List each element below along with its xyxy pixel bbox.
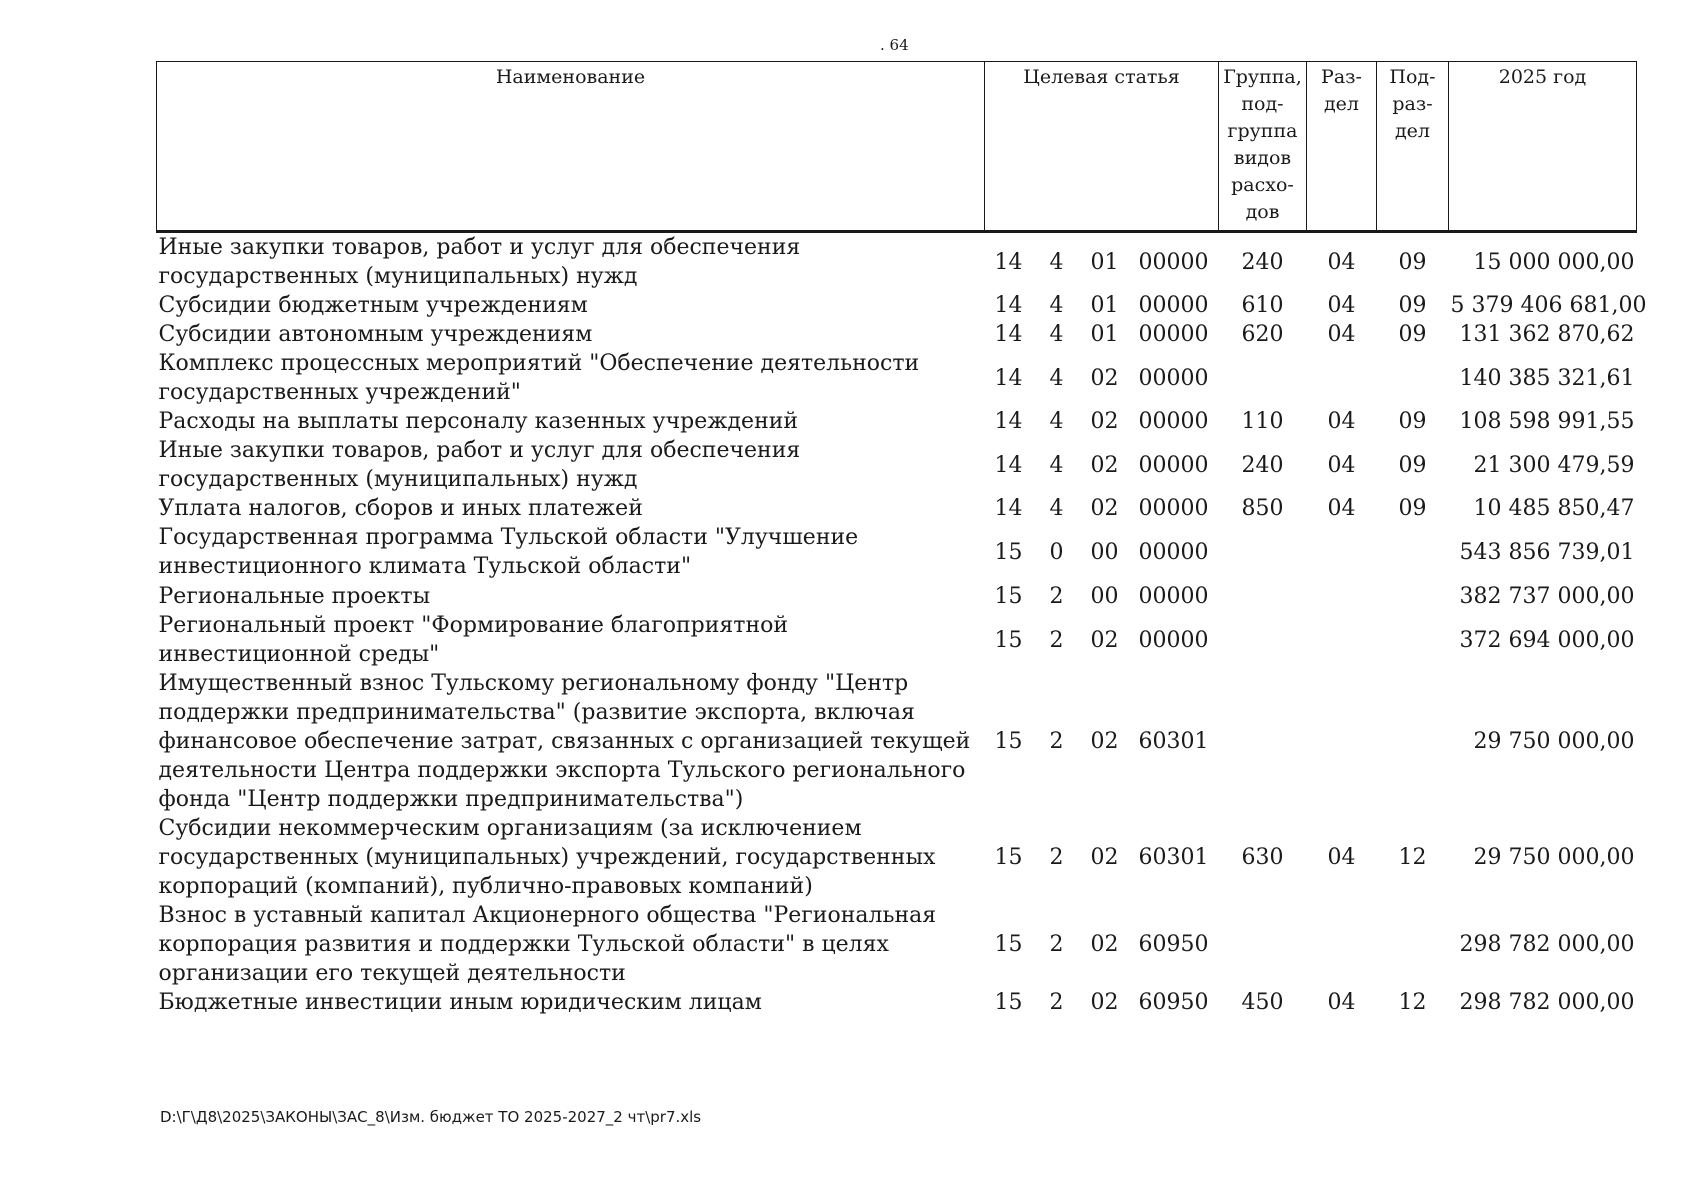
amount-2025: 543 856 739,01 — [1459, 539, 1635, 565]
amount-2025: 140 385 321,61 — [1459, 365, 1635, 391]
target-code-type: 2 — [1049, 729, 1064, 754]
expense-group: 610 — [1241, 293, 1284, 318]
target-code-type: 4 — [1049, 249, 1064, 275]
target-code-structure: 02 — [1090, 990, 1119, 1015]
expense-group: 620 — [1241, 322, 1284, 347]
target-code-type: 2 — [1049, 845, 1064, 870]
expense-group — [1219, 349, 1307, 407]
table-row — [157, 523, 1637, 581]
table-row — [157, 494, 1637, 523]
subsection-code — [1377, 901, 1449, 988]
budget-table — [156, 61, 1647, 1017]
target-code-program: 14 — [994, 293, 1023, 318]
section-code: 04 — [1327, 496, 1356, 521]
target-code-program: 14 — [994, 409, 1023, 434]
target-code-direction: 60950 — [1138, 932, 1209, 957]
amount-2025: 29 750 000,00 — [1473, 845, 1635, 870]
target-code-direction: 60301 — [1138, 845, 1209, 870]
target-code-type: 4 — [1049, 496, 1064, 521]
expense-group: 850 — [1241, 496, 1284, 521]
subsection-code: 09 — [1398, 293, 1427, 318]
target-code-program: 15 — [994, 990, 1023, 1015]
subsection-code — [1377, 669, 1449, 814]
table-row — [157, 320, 1637, 349]
target-code-structure: 00 — [1090, 539, 1119, 565]
amount-2025: 298 782 000,00 — [1459, 990, 1635, 1015]
subsection-code — [1377, 523, 1449, 581]
target-code-type: 0 — [1049, 539, 1064, 565]
target-code-type: 4 — [1049, 409, 1064, 434]
target-code-program: 15 — [994, 627, 1023, 653]
target-code-program: 15 — [994, 932, 1023, 957]
subsection-code — [1377, 581, 1449, 611]
row-name: Субсидии автономным учреждениям — [158, 322, 593, 347]
subsection-code: 12 — [1398, 845, 1427, 870]
header-year: 2025 год — [1449, 62, 1637, 232]
target-code-program: 14 — [994, 322, 1023, 347]
table-body — [157, 232, 1647, 1018]
expense-group: 240 — [1241, 452, 1284, 478]
section-code — [1307, 669, 1377, 814]
row-name: Расходы на выплаты персоналу казенных учреждений — [158, 409, 799, 434]
subsection-code: 12 — [1398, 990, 1427, 1015]
subsection-code: 09 — [1398, 496, 1427, 521]
target-code-structure: 02 — [1090, 627, 1119, 653]
target-code-type: 2 — [1049, 932, 1064, 957]
target-code-direction: 60950 — [1138, 990, 1209, 1015]
target-code-direction: 00000 — [1138, 583, 1209, 609]
table-row — [157, 814, 1637, 901]
target-code-structure: 02 — [1090, 409, 1119, 434]
header-section: Раз- дел — [1307, 62, 1377, 232]
target-code-program: 14 — [994, 365, 1023, 391]
row-name: Бюджетные инвестиции иным юридическим лицам — [158, 990, 762, 1015]
table-row — [157, 988, 1637, 1017]
amount-2025: 382 737 000,00 — [1459, 583, 1635, 609]
amount-2025: 21 300 479,59 — [1473, 452, 1635, 478]
table-row — [157, 407, 1637, 436]
row-name: Имущественный взнос Тульскому региональному фонду "Центр поддержки предпринимательства" (развитие экспорта, включая финансовое обеспечение затрат, связанных с организацией текущей деятельности Центра поддержки экспорта Тульского регионального фонда "Центр поддержки предпринимательства") — [158, 671, 971, 812]
target-code-structure: 02 — [1090, 452, 1119, 478]
table-row — [157, 232, 1637, 292]
footer-file-path: D:\Г\Д8\2025\ЗАКОНЫ\ЗАС_8\Изм. бюджет ТО 2025-2027_2 чт\pr7.xls — [160, 1108, 702, 1126]
amount-2025: 131 362 870,62 — [1459, 322, 1635, 347]
row-name: Комплекс процессных мероприятий "Обеспечение деятельности государственных учреждений" — [158, 351, 920, 405]
expense-group — [1219, 669, 1307, 814]
target-code-direction: 00000 — [1138, 496, 1209, 521]
target-code-type: 4 — [1049, 293, 1064, 318]
target-code-structure: 00 — [1090, 583, 1119, 609]
target-code-direction: 00000 — [1138, 365, 1209, 391]
subsection-code: 09 — [1398, 409, 1427, 434]
section-code: 04 — [1327, 249, 1356, 275]
amount-2025: 108 598 991,55 — [1459, 409, 1635, 434]
target-code-type: 4 — [1049, 365, 1064, 391]
section-code — [1307, 611, 1377, 669]
header-subsection: Под- раз- дел — [1377, 62, 1449, 232]
row-name: Уплата налогов, сборов и иных платежей — [158, 496, 643, 521]
section-code — [1307, 523, 1377, 581]
expense-group — [1219, 581, 1307, 611]
target-code-structure: 02 — [1090, 496, 1119, 521]
target-code-structure: 02 — [1090, 932, 1119, 957]
target-code-type: 4 — [1049, 322, 1064, 347]
target-code-direction: 00000 — [1138, 409, 1209, 434]
expense-group: 450 — [1241, 990, 1284, 1015]
row-name: Субсидии некоммерческим организациям (за исключением государственных (муниципальных) учреждений, государственных корпораций (компаний), публично-правовых компаний) — [158, 816, 936, 899]
expense-group: 630 — [1241, 845, 1284, 870]
amount-2025: 15 000 000,00 — [1473, 249, 1635, 275]
target-code-structure: 02 — [1090, 729, 1119, 754]
row-name: Иные закупки товаров, работ и услуг для обеспечения государственных (муниципальных) нужд — [158, 438, 801, 492]
section-code — [1307, 901, 1377, 988]
header-expense-group: Группа, под- группа видов расхо- дов — [1219, 62, 1307, 232]
target-code-structure: 02 — [1090, 365, 1119, 391]
subsection-code: 09 — [1398, 249, 1427, 275]
target-code-direction: 60301 — [1138, 729, 1209, 754]
target-code-direction: 00000 — [1138, 293, 1209, 318]
amount-2025: 5 379 406 681,00 — [1450, 293, 1647, 318]
section-code: 04 — [1327, 452, 1356, 478]
row-name: Региональный проект "Формирование благоприятной инвестиционной среды" — [158, 613, 789, 667]
section-code: 04 — [1327, 845, 1356, 870]
subsection-code: 09 — [1398, 452, 1427, 478]
section-code — [1307, 349, 1377, 407]
target-code-direction: 00000 — [1138, 452, 1209, 478]
page-number: . 64 — [880, 36, 909, 54]
subsection-code — [1377, 349, 1449, 407]
target-code-type: 2 — [1049, 990, 1064, 1015]
expense-group — [1219, 611, 1307, 669]
table-header — [157, 62, 1637, 232]
row-name: Субсидии бюджетным учреждениям — [158, 293, 588, 318]
target-code-type: 4 — [1049, 452, 1064, 478]
table-row — [157, 581, 1637, 611]
target-code-structure: 01 — [1090, 322, 1119, 347]
header-target-article: Целевая статья — [985, 62, 1219, 232]
row-name: Взнос в уставный капитал Акционерного общества "Региональная корпорация развития и поддержки Тульской области" в целях организации его текущей деятельности — [158, 903, 937, 986]
target-code-direction: 00000 — [1138, 539, 1209, 565]
expense-group: 110 — [1241, 409, 1284, 434]
section-code: 04 — [1327, 409, 1356, 434]
target-code-type: 2 — [1049, 583, 1064, 609]
amount-2025: 372 694 000,00 — [1459, 627, 1635, 653]
target-code-direction: 00000 — [1138, 249, 1209, 275]
target-code-structure: 01 — [1090, 293, 1119, 318]
amount-2025: 10 485 850,47 — [1473, 496, 1635, 521]
expense-group — [1219, 523, 1307, 581]
section-code: 04 — [1327, 990, 1356, 1015]
target-code-program: 15 — [994, 583, 1023, 609]
row-name: Региональные проекты — [158, 583, 431, 609]
table-row — [157, 901, 1637, 988]
target-code-program: 15 — [994, 845, 1023, 870]
target-code-structure: 02 — [1090, 845, 1119, 870]
target-code-program: 14 — [994, 249, 1023, 275]
target-code-structure: 01 — [1090, 249, 1119, 275]
expense-group — [1219, 901, 1307, 988]
amount-2025: 298 782 000,00 — [1459, 932, 1635, 957]
target-code-program: 14 — [994, 496, 1023, 521]
table-row — [157, 436, 1637, 494]
section-code: 04 — [1327, 322, 1356, 347]
row-name: Иные закупки товаров, работ и услуг для обеспечения государственных (муниципальных) нужд — [158, 235, 801, 289]
target-code-direction: 00000 — [1138, 627, 1209, 653]
table-row — [157, 669, 1637, 814]
target-code-program: 14 — [994, 452, 1023, 478]
subsection-code: 09 — [1398, 322, 1427, 347]
table-row — [157, 291, 1637, 320]
expense-group: 240 — [1241, 249, 1284, 275]
amount-2025: 29 750 000,00 — [1473, 729, 1635, 754]
table-row — [157, 349, 1637, 407]
row-name: Государственная программа Тульской области "Улучшение инвестиционного климата Тульской области" — [158, 525, 859, 579]
target-code-type: 2 — [1049, 627, 1064, 653]
section-code: 04 — [1327, 293, 1356, 318]
subsection-code — [1377, 611, 1449, 669]
target-code-direction: 00000 — [1138, 322, 1209, 347]
target-code-program: 15 — [994, 729, 1023, 754]
target-code-program: 15 — [994, 539, 1023, 565]
table-row — [157, 611, 1637, 669]
header-name: Наименование — [157, 62, 985, 232]
section-code — [1307, 581, 1377, 611]
